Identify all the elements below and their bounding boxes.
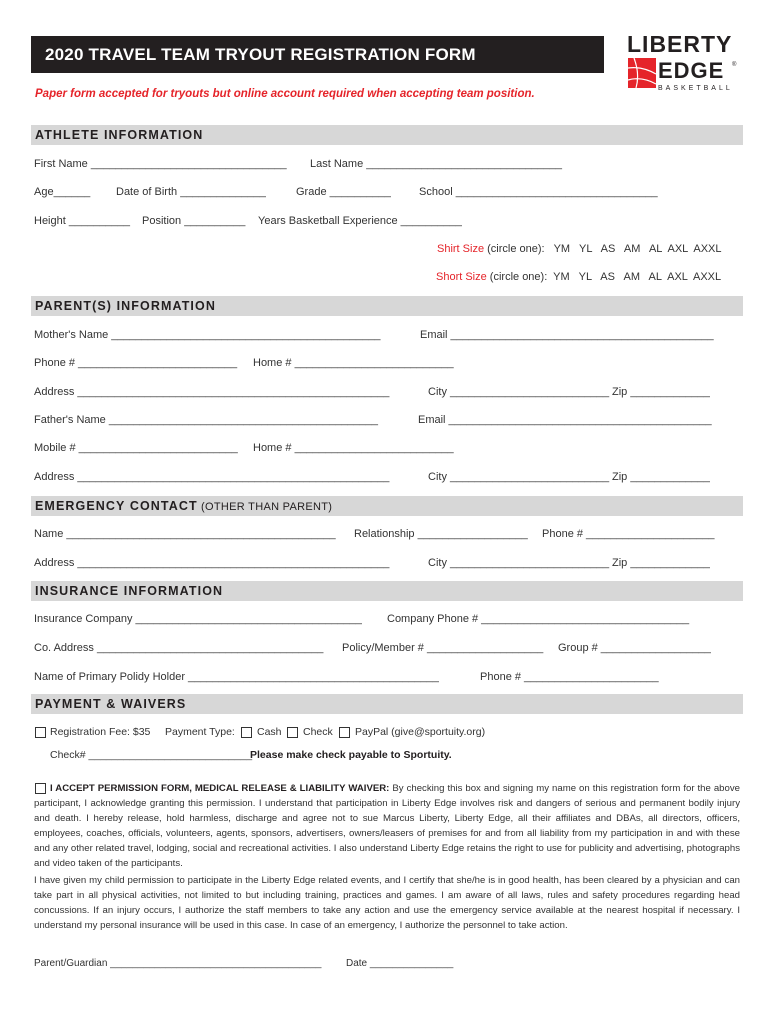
cash-label: Cash (257, 726, 282, 738)
paypal-label: PayPal (give@sportuity.org) (355, 726, 486, 738)
holder-phone-field[interactable]: Phone # ______________________ (480, 671, 659, 683)
short-size-label: Short Size (436, 271, 487, 283)
school-field[interactable]: School _________________________________ (419, 186, 658, 198)
dob-field[interactable]: Date of Birth ______________ (116, 186, 266, 198)
first-name-field[interactable]: First Name ________________________________ (34, 158, 287, 170)
check-payable-note: Please make check payable to Sportuity. (250, 749, 452, 761)
shirt-size-options: (circle one): YM YL AS AM AL AXL AXXL (484, 243, 722, 255)
address1-field[interactable]: Address ___________________________________________________ (34, 386, 390, 398)
liberty-edge-logo (624, 30, 744, 96)
city1-field[interactable]: City __________________________ (428, 386, 610, 398)
zip2-field[interactable]: Zip _____________ (612, 471, 710, 483)
height-field[interactable]: Height __________ (34, 215, 131, 227)
check-checkbox[interactable] (287, 727, 298, 738)
phone-field[interactable]: Phone # __________________________ (34, 357, 238, 369)
insurance-company-field[interactable]: Insurance Company _____________________________________ (34, 613, 362, 625)
short-size-options: (circle one): YM YL AS AM AL AXL AXXL (486, 271, 722, 283)
logo-mark: ® (732, 62, 737, 68)
basketball-logo-icon (624, 30, 744, 96)
emergency-relationship-field[interactable]: Relationship __________________ (354, 528, 528, 540)
check-label: Check (303, 726, 333, 738)
form-title: 2020 TRAVEL TEAM TRYOUT REGISTRATION FORM (31, 36, 604, 73)
policy-member-field[interactable]: Policy/Member # ___________________ (342, 642, 544, 654)
last-name-field[interactable]: Last Name ________________________________ (310, 158, 563, 170)
waiver-heading: I ACCEPT PERMISSION FORM, MEDICAL RELEASE & LIABILITY WAIVER: (50, 783, 390, 794)
cash-checkbox[interactable] (241, 727, 252, 738)
section-insurance-heading: INSURANCE INFORMATION (31, 581, 743, 601)
experience-field[interactable]: Years Basketball Experience __________ (258, 215, 462, 227)
registration-fee-checkbox[interactable] (35, 727, 46, 738)
form-subtitle: Paper form accepted for tryouts but online account required when accepting team position. (35, 88, 535, 100)
logo-line2: EDGE (658, 58, 725, 83)
shirt-size-selector[interactable] (437, 243, 722, 255)
emergency-city-field[interactable]: City __________________________ (428, 557, 610, 569)
paypal-checkbox[interactable] (339, 727, 350, 738)
payment-type-label: Payment Type: (165, 726, 235, 738)
grade-field[interactable]: Grade __________ (296, 186, 391, 198)
logo-line1: LIBERTY (627, 31, 733, 57)
section-emergency-heading (31, 496, 743, 516)
emergency-name-field[interactable]: Name ____________________________________________ (34, 528, 336, 540)
parent-guardian-signature-field[interactable]: Parent/Guardian ______________________________________ (34, 958, 322, 969)
home1-field[interactable]: Home # __________________________ (253, 357, 454, 369)
short-size-selector[interactable] (436, 271, 721, 283)
mother-email-field[interactable]: Email ___________________________________________ (420, 329, 714, 341)
logo-line3: BASKETBALL (658, 85, 733, 92)
policy-holder-field[interactable]: Name of Primary Polidy Holder _________________________________________ (34, 671, 439, 683)
home2-field[interactable]: Home # __________________________ (253, 442, 454, 454)
waiver-paragraph-1 (34, 781, 740, 871)
father-name-field[interactable]: Father's Name ____________________________________________ (34, 414, 379, 426)
signature-date-field[interactable]: Date _______________ (346, 958, 454, 969)
waiver-paragraph-2: I have given my child permission to participate in the Liberty Edge related events, and I certify that she/he is in good health, has been cleared by a physician and can take part in all physical activities, not limited to but including training, practices and games. I am aware of all laws, rules and safety procedures regarding head concussions. If an injury occurs, I authorize the staff members to take any action and use the emergency service available at the nearest hospital if necessary. I understand my personal insurance will be used in this case. In case of an emergency, I authorize the personnel to take action. (34, 875, 740, 931)
registration-fee-label: Registration Fee: $35 (50, 726, 151, 738)
section-payment-heading: PAYMENT & WAIVERS (31, 694, 743, 714)
city2-field[interactable]: City __________________________ (428, 471, 610, 483)
company-phone-field[interactable]: Company Phone # __________________________________ (387, 613, 690, 625)
emergency-address-field[interactable]: Address ___________________________________________________ (34, 557, 390, 569)
section-parents-heading: PARENT(S) INFORMATION (31, 296, 743, 316)
group-field[interactable]: Group # __________________ (558, 642, 711, 654)
shirt-size-label: Shirt Size (437, 243, 485, 255)
emergency-phone-field[interactable]: Phone # _____________________ (542, 528, 715, 540)
zip1-field[interactable]: Zip _____________ (612, 386, 710, 398)
position-field[interactable]: Position __________ (142, 215, 246, 227)
emergency-heading-text: EMERGENCY CONTACT (35, 499, 198, 513)
emergency-zip-field[interactable]: Zip _____________ (612, 557, 710, 569)
emergency-heading-note: (OTHER THAN PARENT) (197, 501, 333, 513)
waiver-text-1: By checking this box and signing my name on this registration form for the above participant, I acknowledge granting this permission. I understand that participation in Liberty Edge involves risk and dangers of serious and permanent bodily injury and death. I hereby release, hold harmless, discharge and agree not to sue Marcus Liberty, Liberty Edge, all their affiliates and DBAs, all directors, officers, employees, coaches, officials, volunteers, agents, sponsors, advertisers, owners/leasers of premises for and from all liability from my participation in and with these and any other related travel, lodging, social and recreational activities. I also understand Liberty Edge retains the right to use for publicity and advertising, photographs and video taken of the participants. (34, 783, 740, 869)
mobile-field[interactable]: Mobile # __________________________ (34, 442, 238, 454)
co-address-field[interactable]: Co. Address _____________________________________ (34, 642, 324, 654)
address2-field[interactable]: Address ___________________________________________________ (34, 471, 390, 483)
check-number-field[interactable]: Check# ____________________________ (50, 749, 253, 761)
age-field[interactable]: Age______ (34, 186, 91, 198)
mother-name-field[interactable]: Mother's Name ____________________________________________ (34, 329, 381, 341)
father-email-field[interactable]: Email ___________________________________________ (418, 414, 712, 426)
section-athlete-heading: ATHLETE INFORMATION (31, 125, 743, 145)
